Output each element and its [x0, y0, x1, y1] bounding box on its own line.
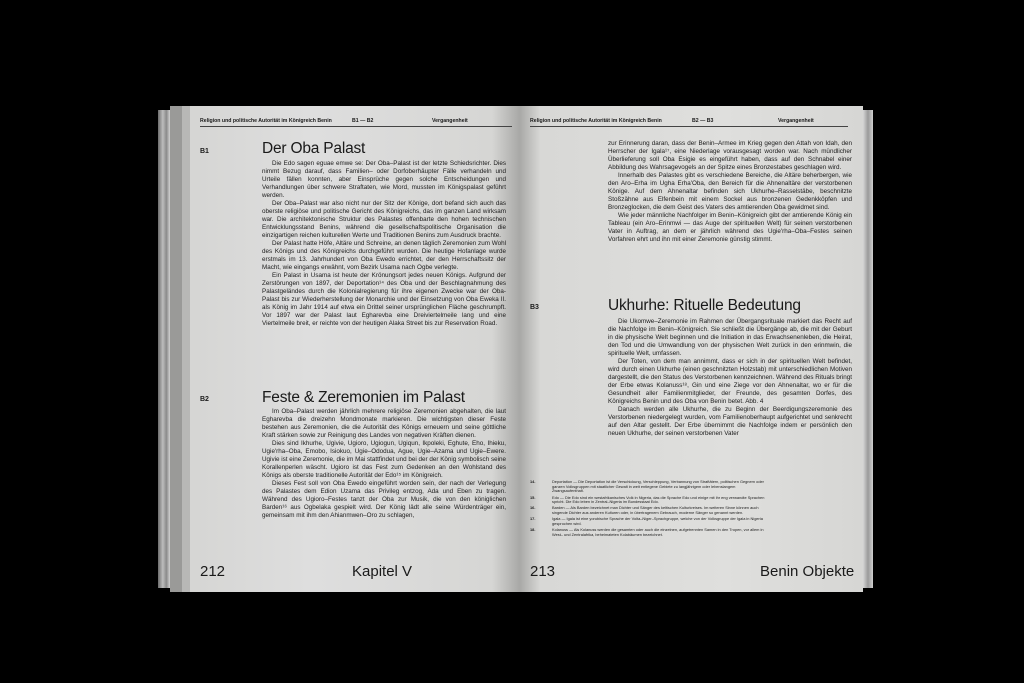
page-number: 212 [200, 563, 226, 580]
footnote [530, 528, 768, 537]
footnotes [530, 480, 768, 539]
paragraph: Wie jeder männliche Nachfolger im Benin–Königreich gibt der amtierende König ein Tableau (ein Aro–Erinmwi — das Auge der spirituellen Welt) für seinen verstorbenen Vater in Auftrag, an dem er jährlich während des Ugie'rha–Oba–Festes seinen Vorfahren ehrt und ihn mit einer Zeremonie günstig stimmt. [608, 212, 852, 243]
paragraph: Innerhalb des Palastes gibt es verschiedene Bereiche, die Altäre beherbergen, wie den Aro–Erha im Ugha Erha'Oba, den Bereich für die Ahnenaltäre der verstorbenen Könige. Auf dem Ahnenaltar befinden sich Ukhurhe–Rasselstäbe, beschnitzte Stoßzähne aus Elfenbein mit einem Sockel aus bronzenen Gedenkköpfen und Bronzeglocken, die dem Geist des Vaters des amtierenden Oba gewidmet sind. [608, 172, 852, 211]
running-section: B1 — B2 [352, 118, 374, 124]
paragraph: Dies sind Ikhurhe, Ugivie, Ugioro, Ugiogun, Ugiqun, Ikpoleki, Eghute, Eho, Ihieku, Ugie'rha–Oba, Emobo, Isiokuo, Ugie–Ododua, Ague, Ugie–Azama und Ugie–Ewere. Ugivie ist eine Zeremonie, die im Mai stattfindet und bei der der König symbolisch seine Korallenperlen wäscht. Ugioro ist das Fest zum Gedenken an den Wohlstand des Königs als oberste traditionelle Autorität der Edo¹⁵ im Königreich. [262, 440, 506, 479]
footnote [530, 496, 768, 505]
running-rule [200, 126, 512, 127]
footnote-text: Deportation — Die Deportation ist die Verschickung, Verschleppung, Verbannung von Straftätern, politischen Gegnern oder ganzen Volksgruppen mit staatlicher Gewalt in weit entlegene Gebiete zu langjährigem oder lebenslangem Zwangsaufenthalt. [552, 479, 764, 494]
section-body [608, 318, 852, 438]
paragraph: Der Toten, von dem man annimmt, dass er sich in der spirituellen Welt befindet, wird durch einen Ukhurhe (einen geschnitzten Holzstab) mit unterschiedlichen Motiven dargestellt, die den Status des Verstorbenen kennzeichnen. Während des Rituals bringt der Erbe etwas Kolanuss¹⁸, Gin und eine Ziege vor den Ahnenaltar, wo er für die Gesundheit aller Familienmitglieder, der Freunde, des gesamten Dorfes, des Königreichs Benin und des Oba von Benin betet. Abb. 4 [608, 358, 852, 405]
footnote [530, 480, 768, 494]
footnote-number: 15. [530, 494, 536, 500]
footnote-text: Kolanuss — Als Kolanuss werden die gesamten oder auch die einzelnen, aufgetrennten Samen in den Tropen, vor allem in West– und Zentralafrika, beheimateten Kolabäumen bezeichnet. [552, 526, 764, 537]
footnote-text: Barden — Als Barden bezeichnet man Dichter und Sänger des keltischen Kulturkreises. Im weiteren Sinne können auch singende Dichter aus anderen Kulturen oder, in übertragenem Gebrauch, moderne Sänger so genannt werden. [552, 505, 759, 515]
section-body [262, 408, 506, 520]
left-page [170, 106, 520, 592]
chapter-label: Benin Objekte [760, 563, 855, 580]
paragraph: Im Oba–Palast werden jährlich mehrere religiöse Zeremonien abgehalten, die laut Egharevba die dreizehn Mondmonate markieren. Die wichtigsten dieser Feste bestehen aus Zeremonien, die die Autorität des Königs erneuern und seine göttliche Kraft stärken sowie zur Reinigung des Landes von negativen Kräften dienen. [262, 408, 506, 439]
section-code: B1 [200, 148, 209, 155]
paragraph: Der Oba–Palast war also nicht nur der Sitz der Könige, dort befand sich auch das oberste religiöse und politische Gericht des Königreichs, das im ganzen Land wirksam war. Die architektonische Struktur des Palastes offenbarte den hohen technischen Entwicklungsstand Benins, während die gesellschaftspolitische Organisation die einzigartigen reichen kulturellen Werte und Traditionen Benins zum Ausdruck brachte. [262, 200, 506, 239]
section-title: Ukhurhe: Rituelle Bedeutung [608, 297, 801, 314]
paragraph: Dieses Fest soll von Oba Ewedo eingeführt worden sein, der nach der Verlegung des Palastes dem Edion Uzama das Privileg entzog, Ada und Eben zu tragen. Während des Ugioro–Festes tanzt der Oba zur Musik, die von den königlichen Barden¹⁶ aus Ogbelaka gespielt wird. Der König lädt alle seine Würdenträger ein, gemeinsam mit ihm den Ahianmwen–Oro zu schlagen, [262, 480, 506, 519]
paragraph: Ein Palast in Usama ist heute der Krönungsort jedes neuen Königs. Aufgrund der Zerstörungen von 1897, der Deportation¹⁴ des Oba und der Beschlagnahmung des Palastgeländes durch die Kolonialregierung für ihre eigenen Zwecke war der Oba-Palast bis zur Wiederherstellung der Monarchie und der Einsetzung von Oba Eweka II. als König im Jahr 1914 auf etwa ein Drittel seiner ursprünglichen Fläche geschrumpft. Vor 1897 war der Palast laut Egharevba eine Dreiviertelmeile lang und eine Viertelmeile breit, er reichte von der heutigen Alaka Street bis zur Reservation Road. [262, 272, 506, 327]
paragraph: Die Edo sagen eguae emwe se: Der Oba–Palast ist der letzte Schiedsrichter. Dies nimmt Bezug darauf, dass Familien– oder Dorfoberhäupter Fälle verhandeln und Urteile fällen konnten, aber Einsprüche gegen solche Entscheidungen und Verhandlungen über schwere Straftaten, wie Mord, mussten im Königspalast geführt werden. [262, 160, 506, 199]
page-number: 213 [530, 563, 556, 580]
footnote-number: 17. [530, 516, 536, 522]
running-label: Vergangenheit [432, 118, 468, 124]
page-stack-right [863, 110, 873, 588]
running-section: B2 — B3 [692, 118, 714, 124]
running-head: Religion und politische Autorität im Königreich Benin [200, 118, 332, 124]
chapter-label: Kapitel V [352, 563, 413, 580]
footnote [530, 517, 768, 526]
page-stack-left [158, 110, 170, 588]
section-code: B2 [200, 396, 209, 403]
footnote [530, 506, 768, 515]
footnote-text: Edo — Die Edo sind ein westafrikanisches Volk in Nigeria, das die Sprache Edo und einige mit ihr eng verwandte Sprachen spricht. Die Edo leben in Zentral–Nigeria im Bundesstaat Edo. [552, 494, 765, 505]
page-edge-strip [170, 106, 182, 592]
section-title: Der Oba Palast [262, 140, 366, 157]
section-code: B3 [530, 304, 539, 311]
running-label: Vergangenheit [778, 118, 814, 124]
paragraph: Die Ukomwe–Zeremonie im Rahmen der Übergangsrituale markiert das Recht auf die Nachfolge im Benin–Königreich. Sie schließt die Übergänge ab, die mit der Geburt in die physische Welt beginnen und die Initiation in das Erwachsenenleben, die Heirat, den Tod und die Umwandlung von der physischen Welt zurück in den erinmwin, die spirituelle Welt, umfassen. [608, 318, 852, 357]
continued-body [608, 140, 852, 244]
page-edge-strip-light [182, 106, 190, 592]
footnote-number: 18. [530, 526, 536, 532]
paragraph: Der Palast hatte Höfe, Altäre und Schreine, an denen täglich Zeremonien zum Wohl des Königs und des Königreichs durchgeführt wurden. Die heutige Hofanlage wurde erstmals im 13. Jahrhundert von Oba Ewedo errichtet, der den Herrschaftssitz der Macht, wie eingangs erwähnt, vom Bezirk Usama nach Ogbe verlegte. [262, 240, 506, 271]
paragraph: zur Erinnerung daran, dass der Benin–Armee im Krieg gegen den Attah von Idah, den Herrscher der Igala¹⁷, eine Niederlage vorausgesagt worden war. Nach mündlicher Überlieferung soll Oba Esigie es eingeführt haben, dass auf den Schnabel einer Abbildung des Wahrsagevogels an der Spitze eines Bronzestabes geschlagen wird. [608, 140, 852, 171]
footnote-number: 16. [530, 505, 536, 511]
right-page [520, 106, 863, 592]
open-book [158, 102, 873, 596]
footnote-number: 14. [530, 479, 536, 484]
section-body [262, 160, 506, 328]
paragraph: Danach werden alle Ukhurhe, die zu Beginn der Beerdigungszeremonie des Verstorbenen niedergelegt wurden, vom Familienoberhaupt aufgerichtet und senkrecht auf den Altar gestellt. Der Erbe übernimmt die Nachfolge indem er persönlich den neuen Ukhurhe, der seinen verstorbenen Vater [608, 406, 852, 437]
footnote-text: Igala — Igala ist eine yorubische Sprache der Volta–Niger–Sprachgruppe, welche von der Volksgruppe der Igala in Nigeria gesprochen wird. [552, 516, 763, 526]
running-head: Religion und politische Autorität im Königreich Benin [530, 118, 662, 124]
running-rule [530, 126, 848, 127]
section-title: Feste & Zeremonien im Palast [262, 389, 465, 406]
